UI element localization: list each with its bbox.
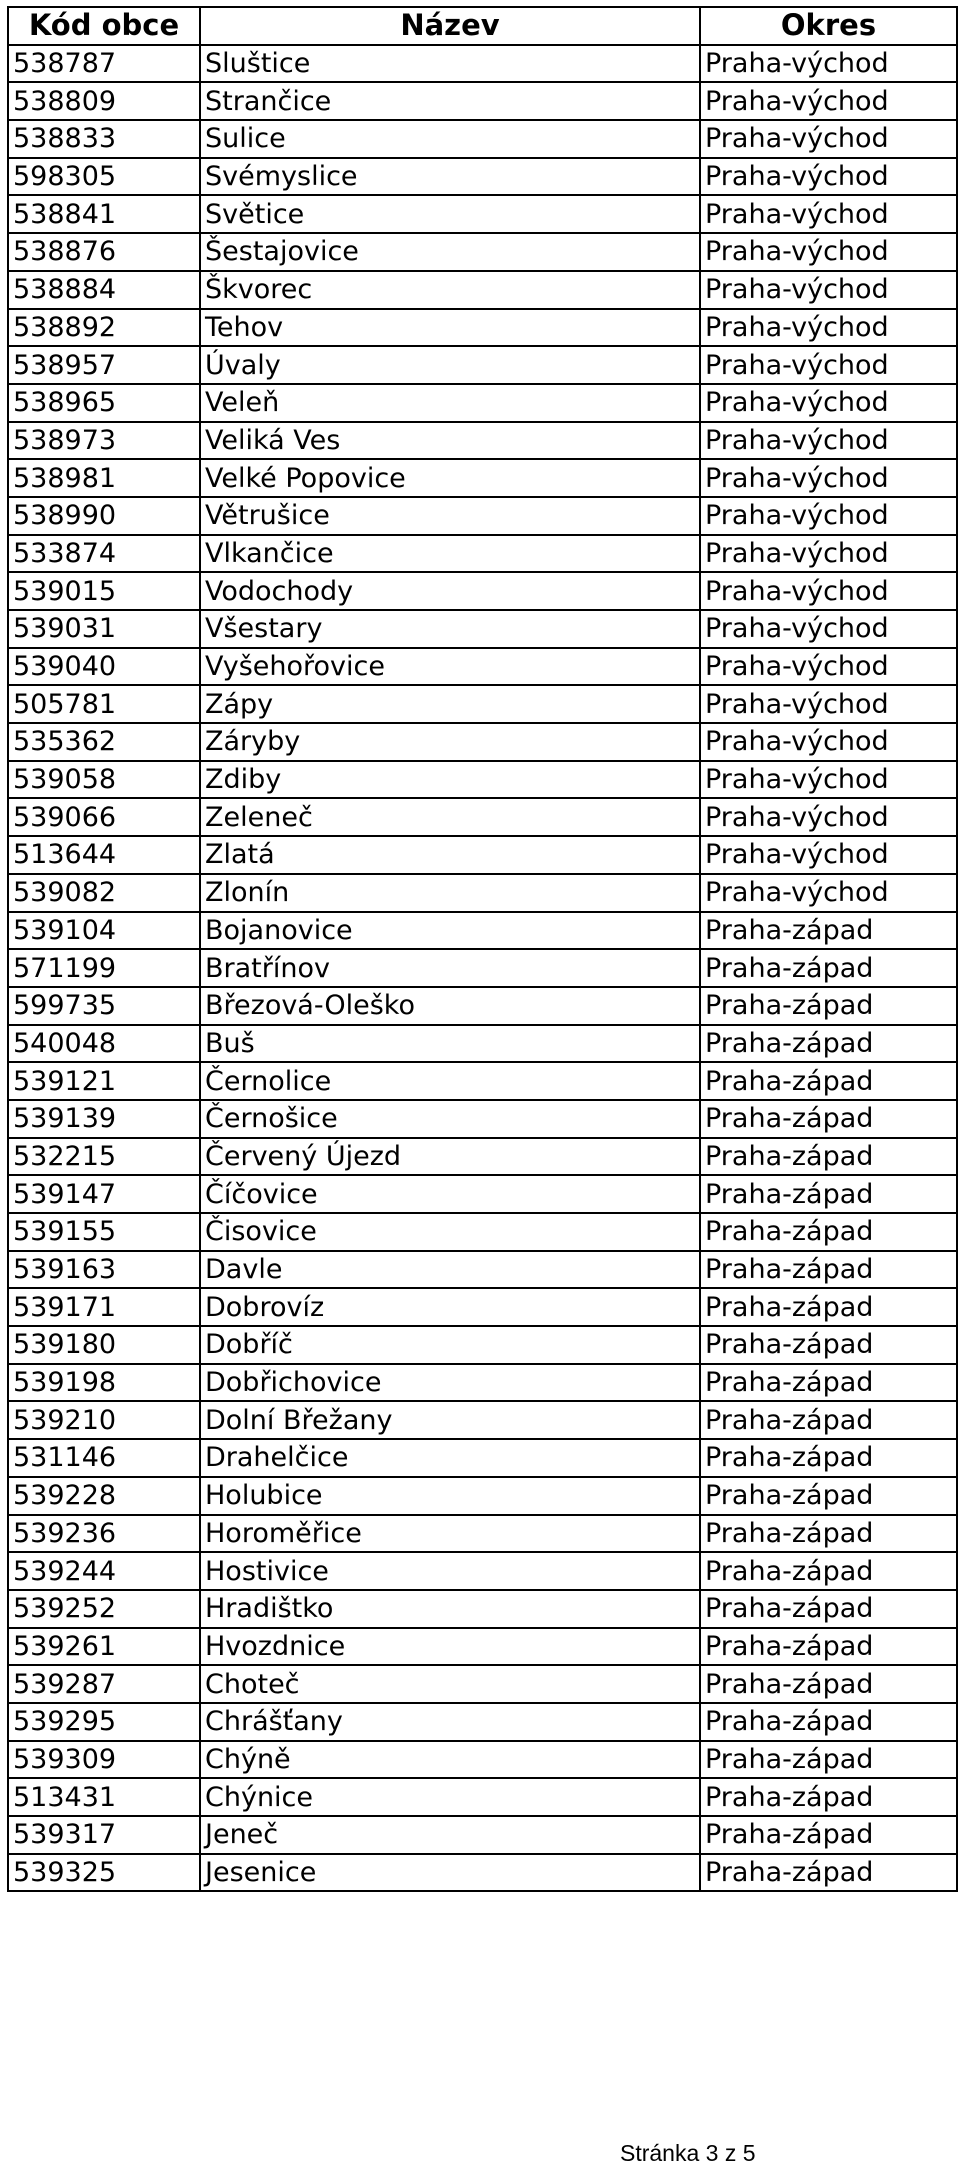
cell-district: Praha-západ — [700, 1665, 957, 1703]
cell-district: Praha-západ — [700, 1703, 957, 1741]
cell-name: Sulice — [200, 120, 700, 158]
cell-name: Vyšehořovice — [200, 648, 700, 686]
cell-district: Praha-západ — [700, 987, 957, 1025]
table-row — [8, 1138, 957, 1176]
cell-code: 539058 — [8, 761, 200, 799]
cell-district: Praha-západ — [700, 1138, 957, 1176]
cell-code: 571199 — [8, 949, 200, 987]
cell-code: 539031 — [8, 610, 200, 648]
cell-name: Choteč — [200, 1665, 700, 1703]
cell-code: 539236 — [8, 1515, 200, 1553]
table-row — [8, 987, 957, 1025]
cell-name: Strančice — [200, 82, 700, 120]
cell-district: Praha-východ — [700, 309, 957, 347]
cell-name: Vodochody — [200, 572, 700, 610]
cell-name: Červený Újezd — [200, 1138, 700, 1176]
cell-district: Praha-západ — [700, 1515, 957, 1553]
table-row — [8, 1741, 957, 1779]
table-row — [8, 836, 957, 874]
table-row — [8, 535, 957, 573]
table-row — [8, 949, 957, 987]
table-row — [8, 195, 957, 233]
table-row — [8, 233, 957, 271]
cell-code: 539198 — [8, 1364, 200, 1402]
table-row — [8, 912, 957, 950]
cell-code: 538965 — [8, 384, 200, 422]
cell-code: 538876 — [8, 233, 200, 271]
cell-name: Čisovice — [200, 1213, 700, 1251]
cell-name: Svémyslice — [200, 158, 700, 196]
cell-district: Praha-západ — [700, 1778, 957, 1816]
cell-code: 539244 — [8, 1552, 200, 1590]
cell-district: Praha-východ — [700, 45, 957, 83]
cell-code: 538981 — [8, 459, 200, 497]
table-row — [8, 798, 957, 836]
cell-code: 539261 — [8, 1628, 200, 1666]
cell-name: Drahelčice — [200, 1439, 700, 1477]
cell-district: Praha-východ — [700, 195, 957, 233]
cell-code: 538973 — [8, 422, 200, 460]
cell-code: 513644 — [8, 836, 200, 874]
municipality-table — [7, 6, 958, 1892]
cell-name: Chýnice — [200, 1778, 700, 1816]
cell-name: Březová-Oleško — [200, 987, 700, 1025]
cell-code: 538957 — [8, 346, 200, 384]
cell-district: Praha-východ — [700, 233, 957, 271]
table-row — [8, 45, 957, 83]
cell-name: Hvozdnice — [200, 1628, 700, 1666]
cell-district: Praha-západ — [700, 1439, 957, 1477]
table-row — [8, 1439, 957, 1477]
cell-district: Praha-západ — [700, 1477, 957, 1515]
cell-code: 539163 — [8, 1251, 200, 1289]
cell-name: Veleň — [200, 384, 700, 422]
table-row — [8, 1062, 957, 1100]
cell-name: Holubice — [200, 1477, 700, 1515]
cell-district: Praha-západ — [700, 1288, 957, 1326]
cell-name: Chrášťany — [200, 1703, 700, 1741]
cell-name: Sluštice — [200, 45, 700, 83]
cell-name: Černolice — [200, 1062, 700, 1100]
cell-code: 538892 — [8, 309, 200, 347]
cell-name: Tehov — [200, 309, 700, 347]
cell-code: 539228 — [8, 1477, 200, 1515]
cell-code: 538787 — [8, 45, 200, 83]
column-header-name: Název — [200, 7, 700, 45]
cell-district: Praha-východ — [700, 761, 957, 799]
table-row — [8, 158, 957, 196]
cell-code: 539121 — [8, 1062, 200, 1100]
cell-district: Praha-západ — [700, 1326, 957, 1364]
cell-name: Dobříč — [200, 1326, 700, 1364]
table-row — [8, 1251, 957, 1289]
table-row — [8, 459, 957, 497]
table-row — [8, 346, 957, 384]
cell-district: Praha-východ — [700, 422, 957, 460]
cell-district: Praha-východ — [700, 572, 957, 610]
cell-district: Praha-západ — [700, 1628, 957, 1666]
cell-district: Praha-východ — [700, 723, 957, 761]
table-row — [8, 1477, 957, 1515]
cell-district: Praha-východ — [700, 120, 957, 158]
cell-name: Jeneč — [200, 1816, 700, 1854]
cell-code: 539082 — [8, 874, 200, 912]
cell-name: Dobřichovice — [200, 1364, 700, 1402]
cell-district: Praha-západ — [700, 1025, 957, 1063]
cell-code: 533874 — [8, 535, 200, 573]
cell-district: Praha-západ — [700, 1552, 957, 1590]
cell-name: Jesenice — [200, 1854, 700, 1892]
cell-district: Praha-východ — [700, 610, 957, 648]
cell-name: Bojanovice — [200, 912, 700, 950]
cell-code: 539040 — [8, 648, 200, 686]
cell-code: 538809 — [8, 82, 200, 120]
table-row — [8, 384, 957, 422]
cell-district: Praha-východ — [700, 836, 957, 874]
cell-name: Zlatá — [200, 836, 700, 874]
cell-name: Horoměřice — [200, 1515, 700, 1553]
cell-code: 531146 — [8, 1439, 200, 1477]
cell-district: Praha-východ — [700, 535, 957, 573]
table-row — [8, 497, 957, 535]
cell-district: Praha-západ — [700, 1100, 957, 1138]
cell-name: Dobrovíz — [200, 1288, 700, 1326]
table-row — [8, 1326, 957, 1364]
table-row — [8, 1816, 957, 1854]
cell-name: Zeleneč — [200, 798, 700, 836]
cell-name: Větrušice — [200, 497, 700, 535]
cell-name: Úvaly — [200, 346, 700, 384]
table-row — [8, 1778, 957, 1816]
cell-name: Velké Popovice — [200, 459, 700, 497]
table-row — [8, 572, 957, 610]
cell-district: Praha-západ — [700, 1251, 957, 1289]
cell-code: 539104 — [8, 912, 200, 950]
cell-code: 539147 — [8, 1175, 200, 1213]
table-row — [8, 1854, 957, 1892]
cell-district: Praha-západ — [700, 1364, 957, 1402]
table-row — [8, 309, 957, 347]
cell-code: 535362 — [8, 723, 200, 761]
cell-district: Praha-západ — [700, 912, 957, 950]
table-row — [8, 1025, 957, 1063]
cell-name: Číčovice — [200, 1175, 700, 1213]
table-header-row — [8, 7, 957, 45]
cell-district: Praha-západ — [700, 1401, 957, 1439]
cell-code: 539139 — [8, 1100, 200, 1138]
table-row — [8, 1515, 957, 1553]
cell-name: Světice — [200, 195, 700, 233]
cell-district: Praha-východ — [700, 384, 957, 422]
cell-district: Praha-východ — [700, 874, 957, 912]
table-row — [8, 648, 957, 686]
table-row — [8, 1100, 957, 1138]
table-row — [8, 82, 957, 120]
column-header-code: Kód obce — [8, 7, 200, 45]
table-row — [8, 1552, 957, 1590]
table-row — [8, 1590, 957, 1628]
cell-district: Praha-východ — [700, 82, 957, 120]
cell-district: Praha-východ — [700, 798, 957, 836]
cell-name: Hostivice — [200, 1552, 700, 1590]
cell-code: 539287 — [8, 1665, 200, 1703]
table-row — [8, 723, 957, 761]
table-row — [8, 120, 957, 158]
cell-name: Buš — [200, 1025, 700, 1063]
cell-code: 539155 — [8, 1213, 200, 1251]
table-row — [8, 874, 957, 912]
cell-name: Všestary — [200, 610, 700, 648]
cell-name: Černošice — [200, 1100, 700, 1138]
cell-district: Praha-východ — [700, 271, 957, 309]
cell-name: Bratřínov — [200, 949, 700, 987]
cell-code: 539252 — [8, 1590, 200, 1628]
cell-name: Chýně — [200, 1741, 700, 1779]
table-row — [8, 610, 957, 648]
cell-district: Praha-východ — [700, 158, 957, 196]
cell-district: Praha-západ — [700, 1062, 957, 1100]
cell-code: 539180 — [8, 1326, 200, 1364]
table-row — [8, 1703, 957, 1741]
cell-code: 539325 — [8, 1854, 200, 1892]
cell-code: 538833 — [8, 120, 200, 158]
cell-name: Zdiby — [200, 761, 700, 799]
cell-district: Praha-západ — [700, 1590, 957, 1628]
cell-name: Šestajovice — [200, 233, 700, 271]
cell-code: 599735 — [8, 987, 200, 1025]
table-row — [8, 761, 957, 799]
table-row — [8, 1401, 957, 1439]
table-row — [8, 1628, 957, 1666]
cell-name: Vlkančice — [200, 535, 700, 573]
page-number: Stránka 3 z 5 — [620, 2140, 756, 2166]
cell-district: Praha-východ — [700, 346, 957, 384]
cell-name: Veliká Ves — [200, 422, 700, 460]
cell-district: Praha-východ — [700, 648, 957, 686]
table-row — [8, 1665, 957, 1703]
table-row — [8, 271, 957, 309]
cell-district: Praha-východ — [700, 685, 957, 723]
cell-code: 539066 — [8, 798, 200, 836]
cell-code: 538884 — [8, 271, 200, 309]
cell-district: Praha-západ — [700, 1175, 957, 1213]
cell-code: 598305 — [8, 158, 200, 196]
cell-name: Hradištko — [200, 1590, 700, 1628]
cell-code: 505781 — [8, 685, 200, 723]
cell-name: Záryby — [200, 723, 700, 761]
municipality-table-sheet — [7, 6, 956, 1892]
cell-code: 539295 — [8, 1703, 200, 1741]
cell-district: Praha-západ — [700, 1854, 957, 1892]
cell-name: Dolní Břežany — [200, 1401, 700, 1439]
table-row — [8, 1364, 957, 1402]
cell-name: Škvorec — [200, 271, 700, 309]
cell-code: 538841 — [8, 195, 200, 233]
cell-district: Praha-východ — [700, 459, 957, 497]
cell-district: Praha-západ — [700, 1741, 957, 1779]
cell-code: 532215 — [8, 1138, 200, 1176]
cell-district: Praha-západ — [700, 1816, 957, 1854]
cell-code: 539317 — [8, 1816, 200, 1854]
table-row — [8, 685, 957, 723]
cell-code: 539309 — [8, 1741, 200, 1779]
table-row — [8, 422, 957, 460]
cell-name: Davle — [200, 1251, 700, 1289]
table-row — [8, 1288, 957, 1326]
cell-name: Zlonín — [200, 874, 700, 912]
cell-code: 539210 — [8, 1401, 200, 1439]
cell-code: 539171 — [8, 1288, 200, 1326]
cell-district: Praha-západ — [700, 1213, 957, 1251]
table-body — [8, 45, 957, 1892]
column-header-district: Okres — [700, 7, 957, 45]
cell-name: Zápy — [200, 685, 700, 723]
cell-district: Praha-východ — [700, 497, 957, 535]
table-row — [8, 1175, 957, 1213]
table-row — [8, 1213, 957, 1251]
cell-code: 540048 — [8, 1025, 200, 1063]
cell-code: 513431 — [8, 1778, 200, 1816]
cell-code: 539015 — [8, 572, 200, 610]
cell-code: 538990 — [8, 497, 200, 535]
cell-district: Praha-západ — [700, 949, 957, 987]
